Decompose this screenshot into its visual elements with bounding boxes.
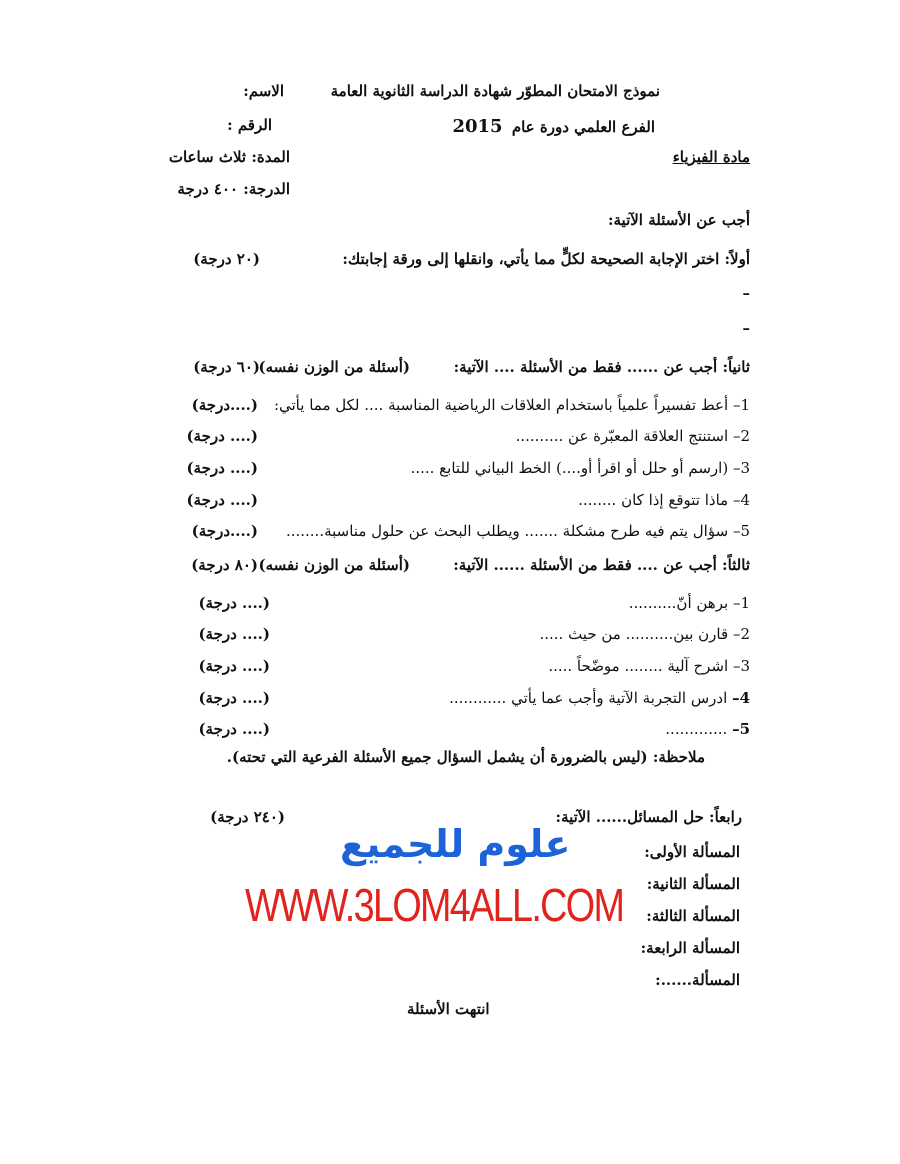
section3-item-4-grade: (.... درجة): [198, 689, 270, 707]
item-text: اشرح آلية ........ موضّحاً .....: [548, 657, 729, 675]
section2-item-4-grade: (.... درجة): [186, 491, 258, 509]
section3-remark: ملاحظة: (ليس بالضرورة أن يشمل السؤال جميع الأسئلة الفرعية التي تحته).: [226, 748, 705, 766]
section2-item-4: [578, 491, 750, 509]
item-number: 3–: [732, 459, 750, 477]
item-text: .............: [665, 720, 728, 738]
item-number: 2–: [732, 625, 750, 643]
section1-grade: (٢٠ درجة): [193, 250, 260, 268]
item-number: 1–: [732, 396, 750, 414]
watermark-url: WWW.3LOM4ALL.COM: [245, 879, 624, 931]
section2-grade: (٦٠ درجة): [193, 358, 260, 376]
section2-item-3: [411, 459, 750, 477]
section3-note: (أسئلة من الوزن نفسه): [258, 556, 410, 574]
item-number: 1–: [732, 594, 750, 612]
section2-item-3-grade: (.... درجة): [186, 459, 258, 477]
section3-item-4: [449, 689, 750, 707]
section2-item-5-grade: (....درجة): [191, 522, 258, 540]
item-text: أعط تفسيراً علمياً باستخدام العلاقات الرياضية المناسبة .... لكل مما يأتي:: [273, 396, 729, 414]
section2-item-5: [286, 522, 750, 540]
exam-title: نموذج الامتحان المطوّر شهادة الدراسة الثانوية العامة: [330, 82, 660, 100]
exam-year: 2015: [452, 116, 503, 137]
duration: المدة: ثلاث ساعات: [168, 148, 290, 166]
watermark-arabic-logo: علوم للجميع: [340, 822, 571, 866]
item-text: استنتج العلاقة المعبّرة عن ..........: [515, 427, 729, 445]
section3-item-5-grade: (.... درجة): [198, 720, 270, 738]
item-number: 5–: [732, 720, 750, 738]
section3-grade: (٨٠ درجة): [191, 556, 258, 574]
section1-title: أولاً: اختر الإجابة الصحيحة لكلٍّ مما يأتي، وانقلها إلى ورقة إجابتك:: [342, 250, 750, 268]
section2-note: (أسئلة من الوزن نفسه): [258, 358, 410, 376]
section4-title: رابعاً: حل المسائل...... الآتية:: [555, 808, 742, 826]
section2-item-1-grade: (....درجة): [191, 396, 258, 414]
item-text: ادرس التجربة الآتية وأجب عما يأتي ............: [449, 689, 728, 707]
number-label: الرقم :: [227, 116, 272, 134]
section1-dash-1: –: [742, 284, 750, 302]
section2-item-2-grade: (.... درجة): [186, 427, 258, 445]
section3-item-3: [548, 657, 750, 675]
section1-dash-2: –: [742, 319, 750, 337]
section3-item-1-grade: (.... درجة): [198, 594, 270, 612]
problem-5: المسألة......:: [655, 971, 740, 989]
item-number: 3–: [732, 657, 750, 675]
problem-4: المسألة الرابعة:: [640, 939, 740, 957]
item-number: 4–: [732, 491, 750, 509]
section3-item-1: [629, 594, 750, 612]
item-text: (ارسم أو حلل أو اقرأ أو....) الخط البياني للتابع .....: [410, 459, 729, 477]
subject-title: مادة الفيزياء: [672, 148, 750, 166]
item-number: 4–: [732, 689, 750, 707]
end-of-questions: انتهت الأسئلة: [407, 1000, 490, 1018]
item-text: برهن أنّ..........: [628, 594, 729, 612]
branch-text: الفرع العلمي دورة عام: [511, 118, 655, 136]
item-text: ماذا تتوقع إذا كان ........: [578, 491, 729, 509]
section3-item-5: [665, 720, 750, 738]
section3-item-2: [539, 625, 750, 643]
item-text: سؤال يتم فيه طرح مشكلة ....... ويطلب البحث عن حلول مناسبة........: [285, 522, 729, 540]
branch-line: [452, 116, 655, 137]
section2-title: ثانياً: أجب عن ...... فقط من الأسئلة .... الآتية:: [453, 358, 750, 376]
section3-item-2-grade: (.... درجة): [198, 625, 270, 643]
section3-title: ثالثاً: أجب عن .... فقط من الأسئلة ...... الآتية:: [453, 556, 750, 574]
item-text: قارن بين.......... من حيث .....: [539, 625, 729, 643]
intro-instruction: أجب عن الأسئلة الآتية:: [607, 211, 750, 229]
section4-grade: (٢٤٠ درجة): [210, 808, 285, 826]
item-number: 2–: [732, 427, 750, 445]
problem-1: المسألة الأولى:: [644, 843, 740, 861]
problem-3: المسألة الثالثة:: [646, 907, 740, 925]
item-number: 5–: [732, 522, 750, 540]
section2-item-1: [274, 396, 750, 414]
problem-2: المسألة الثانية:: [646, 875, 740, 893]
section3-item-3-grade: (.... درجة): [198, 657, 270, 675]
name-label: الاسم:: [243, 82, 284, 100]
section2-item-2: [516, 427, 750, 445]
total-grade: الدرجة: ٤٠٠ درجة: [177, 180, 290, 198]
